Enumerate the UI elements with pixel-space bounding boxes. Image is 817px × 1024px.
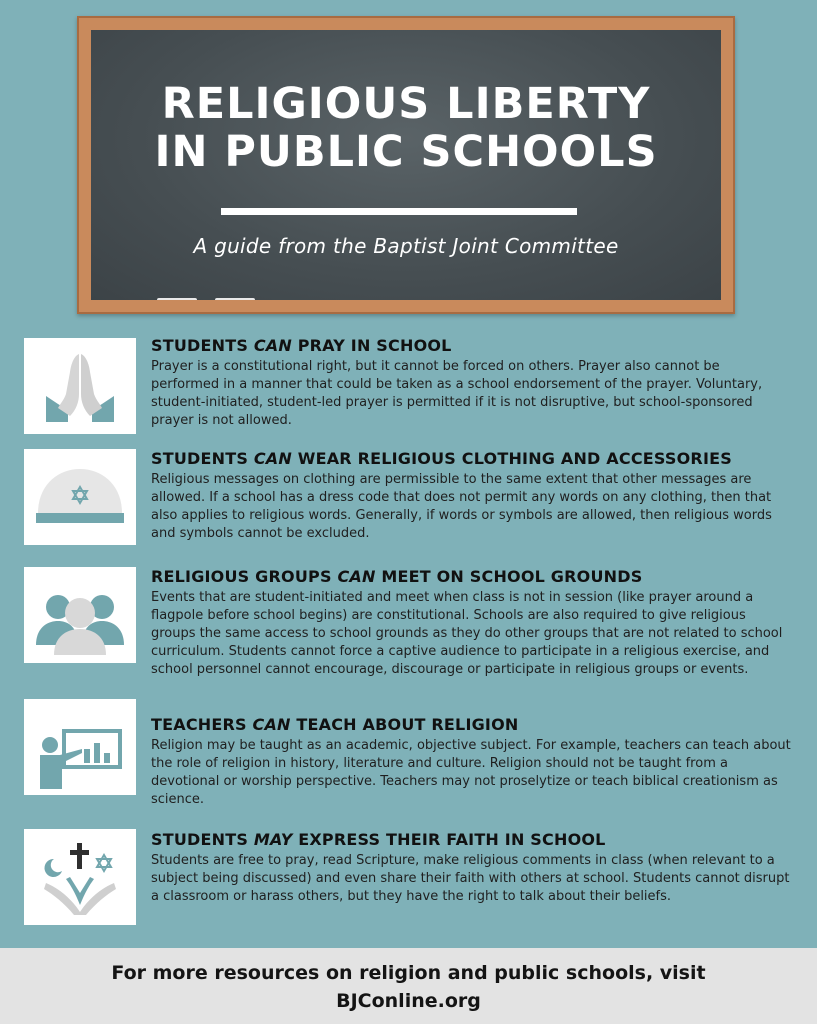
chalk-piece — [157, 298, 197, 300]
section-title: RELIGIOUS GROUPS CAN MEET ON SCHOOL GROUNDS — [151, 567, 643, 586]
teacher-presentation-icon — [24, 699, 136, 795]
title-line-2: IN PUBLIC SCHOOLS — [154, 127, 658, 177]
footer — [0, 948, 817, 1024]
section-title: STUDENTS CAN PRAY IN SCHOOL — [151, 336, 452, 355]
section-title: TEACHERS CAN TEACH ABOUT RELIGION — [151, 715, 519, 734]
section-body: Religious messages on clothing are permissible to the same extent that other messages are allowed. If a school has a dress code that does not permit any words on any clothing, then that also applies to religious words. Generally, if words or symbols are allowed, then religious words and symbols cannot be excluded. — [151, 472, 772, 541]
kippah-star-of-david-icon — [24, 449, 136, 545]
title-line-1: RELIGIOUS LIBERTY — [161, 79, 651, 129]
section-body: Religion may be taught as an academic, objective subject. For example, teachers can teach about the role of religion in history, literature and culture. Religion should not be taught from a devotional or worship perspective. Teachers may not proselytize or teach biblical creationism as science. — [151, 738, 791, 807]
section-body: Prayer is a constitutional right, but it cannot be forced on others. Prayer also cannot be performed in a manner that could be taken as a school endorsement of the prayer. Voluntary, student-initiated, student-led prayer is permitted if it is not disruptive, but school-sponsored prayer is not allowed. — [151, 359, 763, 428]
section-body: Students are free to pray, read Scripture, make religious comments in class (when relevant to a subject being discussed) and even share their faith with others at school. Students cannot disrupt a classroom or harass others, but they have the right to talk about their beliefs. — [151, 853, 790, 904]
chalk-piece — [215, 298, 255, 300]
page-title — [91, 80, 721, 176]
praying-hands-icon — [24, 338, 136, 434]
subtitle: A guide from the Baptist Joint Committee — [193, 234, 619, 258]
section-title: STUDENTS CAN WEAR RELIGIOUS CLOTHING AND ACCESSORIES — [151, 449, 732, 468]
website-link[interactable]: BJConline.org — [336, 990, 481, 1012]
section-title: STUDENTS MAY EXPRESS THEIR FAITH IN SCHOOL — [151, 830, 606, 849]
chalkboard-frame — [77, 16, 735, 314]
group-of-people-icon — [24, 567, 136, 663]
footer-text: For more resources on religion and public schools, visit — [111, 962, 706, 984]
chalkboard — [91, 30, 721, 300]
section-body: Events that are student-initiated and meet when class is not in session (like prayer around a flagpole before school begins) are constitutional. Schools are also required to give religious groups the same access to school grounds as they do other groups that are not related to school curriculum. Students cannot force a captive audience to participate in a religious exercise, and school personnel cannot encourage, discourage or participate in religious groups or events. — [151, 590, 783, 677]
faith-symbols-hands-icon — [24, 829, 136, 925]
title-divider — [221, 208, 577, 215]
